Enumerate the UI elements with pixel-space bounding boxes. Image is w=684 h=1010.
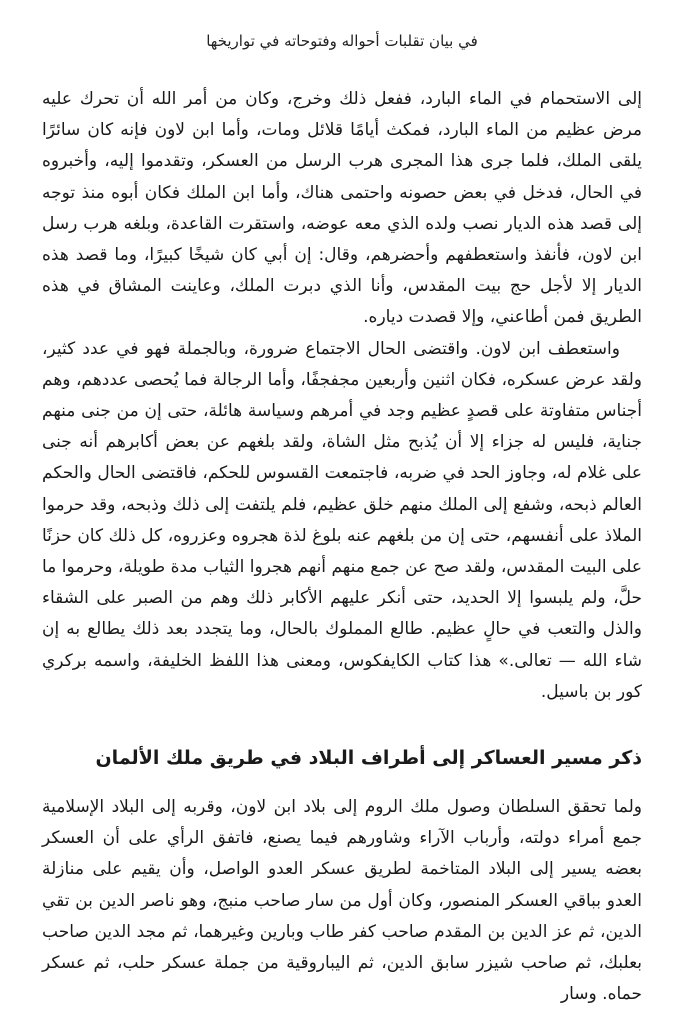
- paragraph-1: إلى الاستحمام في الماء البارد، ففعل ذلك وخرج، وكان من أمر الله أن تحرك عليه مرض عظيم من الماء البارد، فمكث أيامًا قلائل ومات، وأما ابن لاون فإنه كان سائرًا يلقى الملك، فلما جرى هذا المجرى هرب الرسل من العسكر، وتقدموا إليه، وأخبروه في الحال، فدخل في بعض حصونه واحتمى هناك، وأما ابن الملك فكان أبوه منذ توجه إلى قصد هذه الديار نصب ولده الذي معه عوضه، واستقرت القاعدة، وبلغه هرب رسل ابن لاون، فأنفذ واستعطفهم وأحضرهم، وقال: إن أبي كان شيخًا كبيرًا، وما قصد هذه الديار إلا لأجل حج بيت المقدس، وأنا الذي دبرت الملك، وعاينت المشاق في هذه الطريق فمن أطاعني، وإلا قصدت دياره.: [42, 89, 642, 328]
- paragraph-3: ولما تحقق السلطان وصول ملك الروم إلى بلاد ابن لاون، وقربه إلى البلاد الإسلامية جمع أمراء دولته، وأرباب الآراء وشاورهم فيما يصنع، فاتفق الرأي على أن العسكر بعضه يسير إلى البلاد المتاخمة لطريق عسكر العدو الواصل، وأن يقيم على منازلة العدو بباقي العسكر المنصور، وكان أول من سار صاحب منبج، وهو ناصر الدين بن تقي الدين، ثم عز الدين بن المقدم صاحب كفر طاب وبارين وغيرهما، ثم مجد الدين صاحب بعلبك، ثم صاحب شيزر سابق الدين، ثم اليباروقية من جملة عسكر حلب، ثم عسكر حماه. وسار: [42, 797, 642, 1005]
- body-text: [42, 84, 642, 708]
- paragraph-2: واستعطف ابن لاون. واقتضى الحال الاجتماع ضرورة، وبالجملة فهو في عدد كثير، ولقد عرض عسكره، فكان اثنين وأربعين مجفجفًا، وأما الرجالة فما يُحصى عددهم، وهم أجناس متفاوتة على قصدٍ عظيم وجد في أمرهم وسياسة هائلة، حتى إن من جنى منهم جناية، فليس له جزاء إلا أن يُذبح مثل الشاة، ولقد بلغهم عن بعض أكابرهم أنه جنى على غلام له، وجاوز الحد في ضربه، فاجتمعت القسوس للحكم، فاقتضى الحال والحكم العالم ذبحه، وشفع إلى الملك منهم خلق عظيم، فلم يلتفت إلى ذلك وذبحه، وقد حرموا الملاذ على أنفسهم، حتى إن من بلغهم عنه بلوغ لذة هجروه وعزروه، كل ذلك كان حزنًا على البيت المقدس، ولقد صح عن جمع منهم أنهم هجروا الثياب مدة طويلة، وحرموا ما حلَّ، ولم يلبسوا إلا الحديد، حتى أنكر عليهم الأكابر ذلك وهم من الصبر على الشقاء والذل والتعب في حالٍ عظيم. طالع المملوك بالحال، وما يتجدد بعد ذلك يطالع به إن شاء الله — تعالى.» هذا كتاب الكايفكوس، ومعنى هذا اللفظ الخليفة، واسمه بركري كور بن باسيل.: [42, 338, 642, 702]
- running-header: في بيان تقلبات أحواله وفتوحاته في تواريخها: [206, 32, 478, 50]
- section-body: [42, 792, 642, 1010]
- section-heading: ذكر مسير العساكر إلى أطراف البلاد في طريق ملك الألمان: [95, 747, 642, 769]
